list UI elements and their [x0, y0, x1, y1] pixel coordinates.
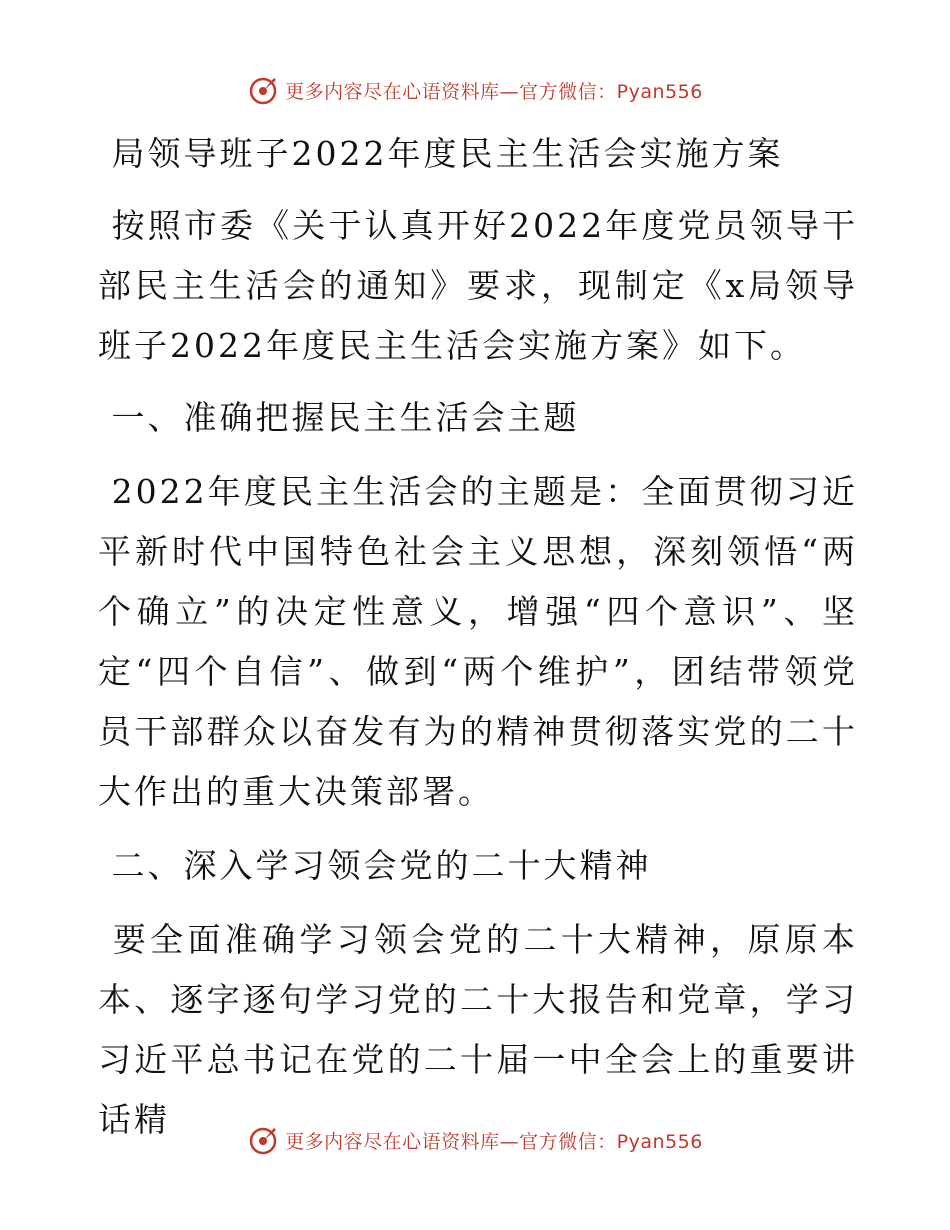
quill-circle-icon — [247, 1124, 279, 1156]
quill-circle-icon — [247, 74, 279, 106]
section1-paragraph: 2022年度民主生活会的主题是：全面贯彻习近平新时代中国特色社会主义思想，深刻领悟“两个确立”的决定性意义，增强“四个意识”、坚定“四个自信”、做到“两个维护”，团结带领党员干部群众以奋发有为的精神贯彻落实党的二十大作出的重大决策部署。 — [98, 472, 858, 811]
watermark-text: 更多内容尽在心语资料库—官方微信：Pyan556 — [285, 80, 703, 103]
section1-heading: 一、准确把握民主生活会主题 — [98, 398, 580, 437]
document-body — [98, 124, 858, 1150]
section2-paragraph: 要全面准确学习领会党的二十大精神，原原本本、逐字逐句学习党的二十大报告和党章，学习习近平总书记在党的二十届一中全会上的重要讲话精 — [98, 920, 859, 1139]
watermark-header — [0, 70, 950, 110]
watermark-text: 更多内容尽在心语资料库—官方微信：Pyan556 — [285, 1130, 703, 1153]
section2-heading: 二、深入学习领会党的二十大精神 — [98, 846, 652, 885]
watermark-footer — [0, 1120, 950, 1160]
intro-paragraph: 按照市委《关于认真开好2022年度党员领导干部民主生活会的通知》要求，现制定《x局领导班子2022年度民主生活会实施方案》如下。 — [98, 206, 858, 365]
document-title: 局领导班子2022年度民主生活会实施方案 — [98, 134, 784, 173]
